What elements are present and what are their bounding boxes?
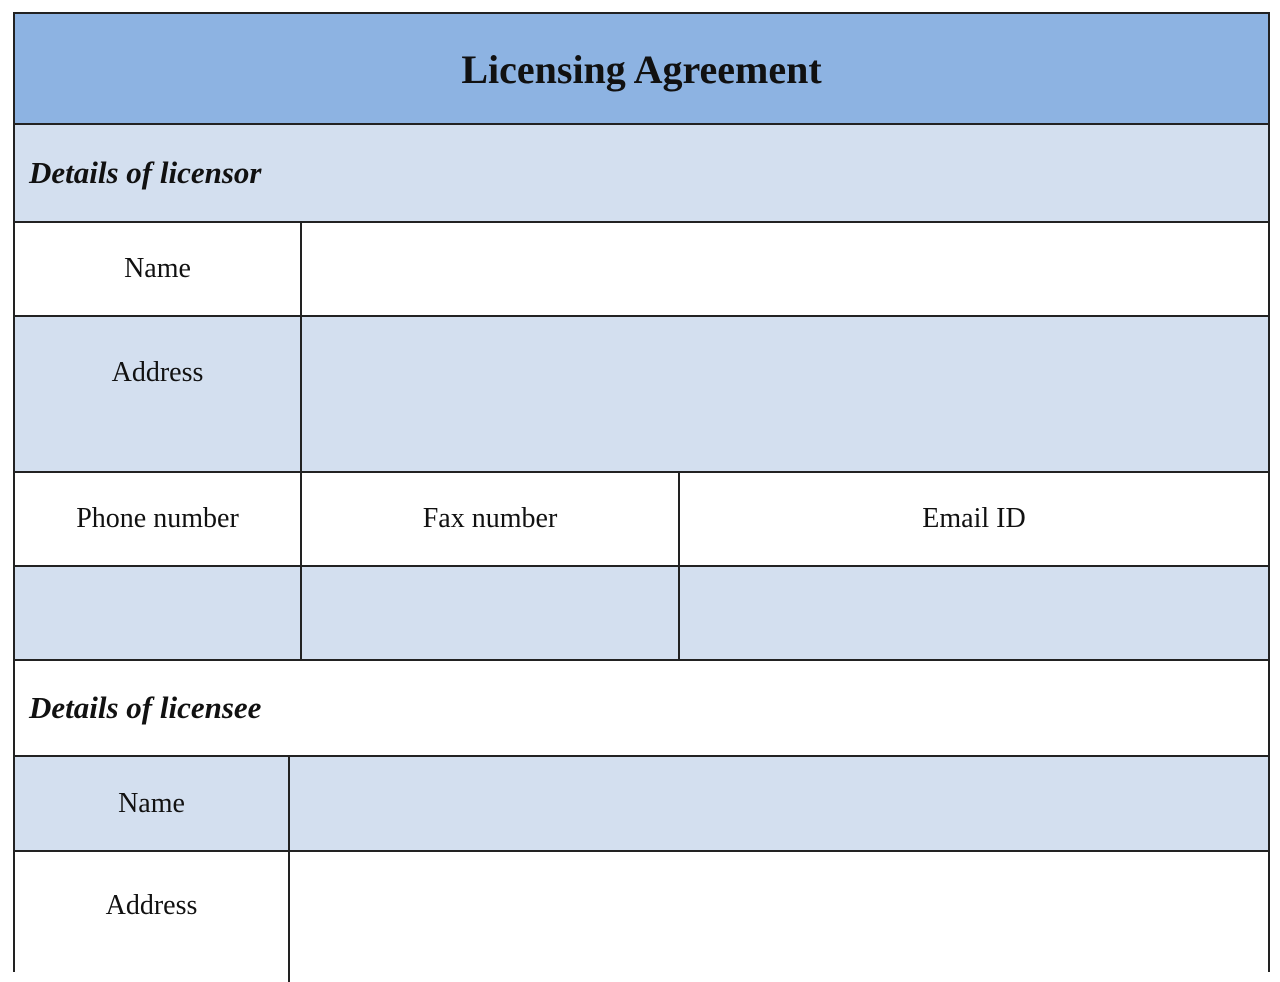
licensor-name-row <box>15 223 1268 317</box>
licensor-name-label: Name <box>124 253 191 284</box>
licensor-section-heading <box>15 125 1268 223</box>
form-header <box>15 14 1268 125</box>
licensor-address-field[interactable] <box>300 317 1268 471</box>
licensee-name-row <box>15 757 1268 852</box>
licensor-fax-label: Fax number <box>300 473 678 565</box>
licensee-heading: Details of licensee <box>29 690 262 725</box>
licensor-address-label: Address <box>111 357 204 388</box>
form-title: Licensing Agreement <box>461 47 822 92</box>
licensor-contact-fields-row <box>15 567 1268 661</box>
licensor-fax-field[interactable] <box>300 567 678 659</box>
licensor-heading: Details of licensor <box>29 155 262 190</box>
licensee-name-field[interactable] <box>288 757 1268 850</box>
licensee-address-label: Address <box>105 890 198 921</box>
licensor-name-field[interactable] <box>300 223 1268 315</box>
licensee-section-heading <box>15 661 1268 757</box>
licensor-email-label: Email ID <box>678 473 1268 565</box>
licensor-address-row <box>15 317 1268 473</box>
licensor-contact-labels-row <box>15 473 1268 567</box>
licensor-phone-label: Phone number <box>76 503 239 534</box>
licensor-email-field[interactable] <box>678 567 1268 659</box>
licensing-agreement-form <box>13 12 1270 972</box>
licensee-name-label: Name <box>118 787 185 819</box>
licensee-address-row <box>15 852 1268 982</box>
licensee-address-field[interactable] <box>288 852 1268 982</box>
licensor-phone-field[interactable] <box>15 567 300 659</box>
